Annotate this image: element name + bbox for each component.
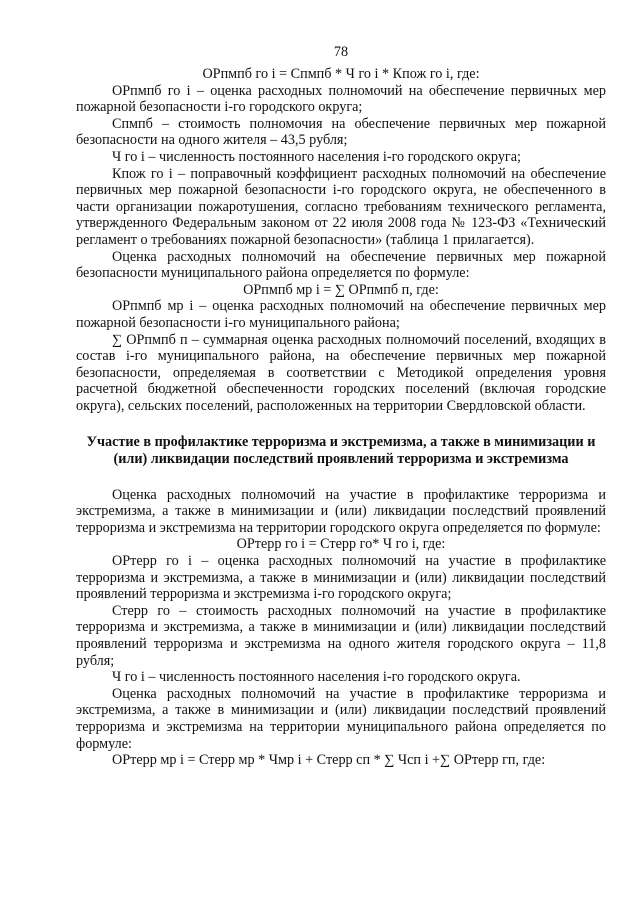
formula-line: ОРтерр го i = Стерр го* Ч го i, где: — [236, 536, 446, 553]
body-paragraph: Ч го i – численность постоянного населения i-го городского округа; — [112, 148, 521, 165]
body-paragraph: Ч го i – численность постоянного населения i-го городского округа. — [112, 669, 521, 686]
fire-safety-section — [76, 66, 606, 414]
body-paragraph: ОРтерр го i – оценка расходных полномочий на участие в профилактике терроризма и экстремизма, а также в минимизации и (или) ликвидации последствий проявлений терроризма и экстремизма i-го городского округа; — [76, 553, 606, 603]
terrorism-section — [76, 487, 606, 769]
body-paragraph: ОРпмпб мр i – оценка расходных полномочий на обеспечение первичных мер пожарной безопасности i-го муниципального района; — [76, 298, 606, 331]
body-paragraph: Оценка расходных полномочий на участие в профилактике терроризма и экстремизма, а также в минимизации и (или) ликвидации последствий проявлений терроризма и экстремизма на территории городского округа определяется по формуле: — [76, 486, 606, 536]
page-number: 78 — [333, 44, 349, 60]
formula-line: ОРтерр мр i = Стерр мр * Чмр i + Стерр сп * ∑ Чсп i +∑ ОРтерр гп, где: — [112, 752, 546, 769]
body-paragraph: Оценка расходных полномочий на участие в профилактике терроризма и экстремизма, а также в минимизации и (или) ликвидации последствий проявлений терроризма и экстремизма на территории муниципального района определяется по формуле: — [76, 685, 606, 752]
body-paragraph: Спмпб – стоимость полномочия на обеспечение первичных мер пожарной безопасности на одного жителя – 43,5 рубля; — [76, 115, 606, 149]
body-paragraph: ∑ ОРпмпб п – суммарная оценка расходных полномочий поселений, входящих в состав i-го муниципального района, на обеспечение первичных мер пожарной безопасности, определяемая в соответствии с Методикой определения уровня расчетной бюджетной обеспеченности городских поселений (включая городские округа), сельских поселений, расположенных на территории Свердловской области. — [76, 331, 606, 414]
body-paragraph: ОРпмпб го i – оценка расходных полномочий на обеспечение первичных мер пожарной безопасности i-го городского округа; — [76, 82, 606, 116]
formula-line: ОРпмпб го i = Спмпб * Ч го i * Кпож го i, где: — [202, 66, 480, 82]
section-heading: Участие в профилактике терроризма и экстремизма, а также в минимизации и (или) ликвидации последствий проявлений терроризма и экстремизма — [86, 434, 596, 468]
body-paragraph: Оценка расходных полномочий на обеспечение первичных мер пожарной безопасности муниципального района определяется по формуле: — [76, 248, 606, 282]
body-paragraph: Стерр го – стоимость расходных полномочий на участие в профилактике терроризма и экстремизма, а также в минимизации и (или) ликвидации последствий проявлений терроризма и экстремизма на одного жителя городского округа – 11,8 рубля; — [76, 602, 606, 669]
body-paragraph: Кпож го i – поправочный коэффициент расходных полномочий на обеспечение первичных мер пожарной безопасности i-го городского округа, не обеспеченного в части организации пожаротушения, согласно требованиям технического регламента, утвержденного Федеральным законом от 22 июля 2008 года № 123-ФЗ «Технический регламент о требованиях пожарной безопасности» (таблица 1 прилагается). — [76, 165, 606, 248]
formula-line: ОРпмпб мр i = ∑ ОРпмпб п, где: — [243, 281, 439, 298]
document-body — [76, 66, 606, 769]
